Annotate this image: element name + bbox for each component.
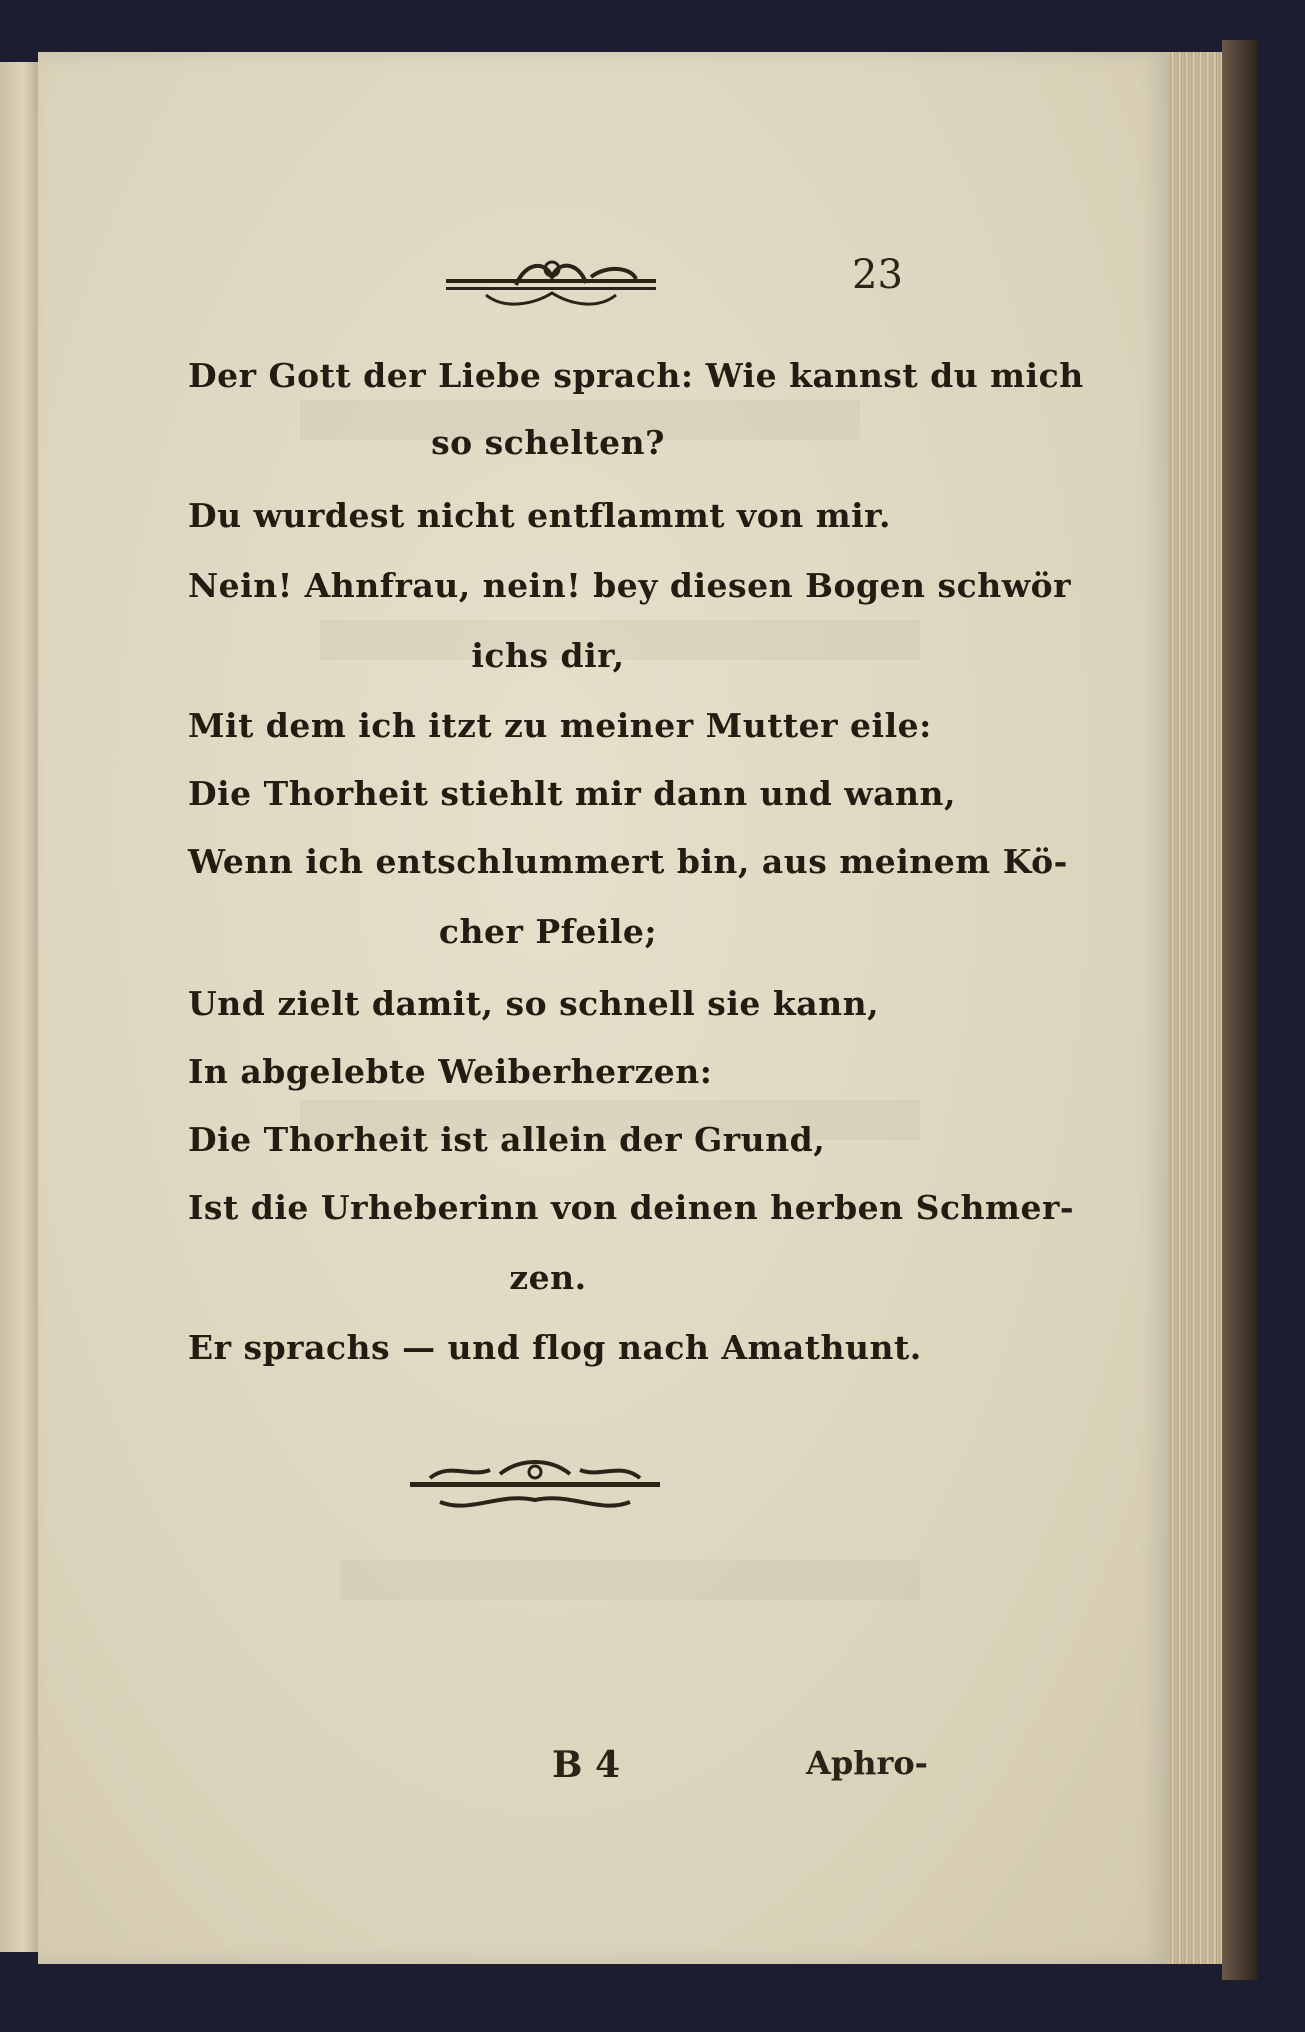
signature-mark: B 4 — [552, 1744, 621, 1786]
cover-edge — [1222, 40, 1258, 1980]
verse-line: Mit dem ich itzt zu meiner Mutter eile: — [188, 706, 932, 745]
verse-line: Ist die Urheberinn von deinen herben Schmer- — [188, 1188, 1075, 1227]
verse-line: Wenn ich entschlummert bin, aus meinem Kö- — [188, 842, 1068, 881]
verse-line: Nein! Ahnfrau, nein! bey diesen Bogen schwör — [188, 566, 1071, 605]
verse-line: Er sprachs — und flog nach Amathunt. — [188, 1328, 922, 1367]
verse-line-continuation: so schelten? — [431, 423, 665, 462]
verse-line-continuation: cher Pfeile; — [438, 912, 658, 951]
verse-line: Die Thorheit ist allein der Grund, — [188, 1120, 826, 1159]
tailpiece-ornament — [410, 1452, 660, 1520]
verse-line: Du wurdest nicht entflammt von mir. — [188, 496, 891, 535]
verse-line: Und zielt damit, so schnell sie kann, — [188, 984, 880, 1023]
verse-line-continuation: ichs dir, — [471, 636, 625, 675]
catchword: Aphro- — [806, 1744, 928, 1782]
show-through-smudge — [340, 1560, 920, 1600]
previous-page-edge — [0, 62, 38, 1952]
verse-line: In abgelebte Weiberherzen: — [188, 1052, 713, 1091]
headpiece-ornament — [446, 255, 656, 319]
page-block-edges — [1168, 52, 1228, 1964]
page-number: 23 — [852, 252, 903, 298]
verse-line-continuation: zen. — [509, 1258, 587, 1297]
verse-line: Die Thorheit stiehlt mir dann und wann, — [188, 774, 957, 813]
verse-line: Der Gott der Liebe sprach: Wie kannst du mich — [188, 356, 1084, 395]
